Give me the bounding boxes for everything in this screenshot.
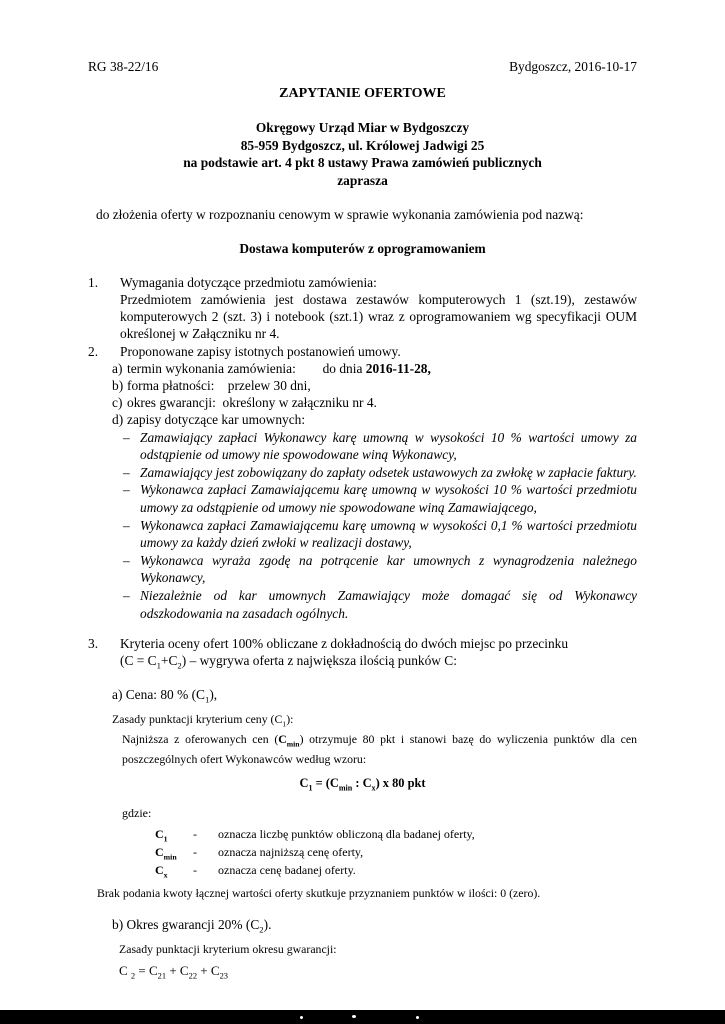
section-2-number: 2.	[88, 343, 99, 359]
issuer-name: Okręgowy Urząd Miar w Bydgoszczy	[255, 120, 470, 136]
list-item-c	[112, 394, 637, 411]
list-item-b	[112, 377, 637, 394]
penalty-clause	[123, 481, 637, 516]
section-2-heading: Proponowane zapisy istotnych postanowień umowy.	[120, 343, 401, 359]
symbol-dash: -	[193, 826, 197, 841]
issuer-address: 85-959 Bydgoszcz, ul. Królowej Jadwigi 25	[240, 137, 485, 153]
issuer-invites: zaprasza	[337, 172, 388, 188]
reference-number: RG 38-22/16	[88, 59, 159, 74]
place-date: Bydgoszcz, 2016-10-17	[509, 59, 637, 74]
dash-marker: –	[123, 482, 130, 498]
penalty-clause-text: Zamawiający jest zobowiązany do zapłaty odsetek ustawowych za zwłokę w zapłacie faktury.	[140, 464, 637, 480]
symbol-term: $C_{min}$	[155, 844, 177, 862]
section-1	[88, 274, 637, 343]
list-item-d-letter: d)	[112, 412, 124, 428]
dash-marker: –	[123, 587, 130, 603]
criterion-a-note: Brak podania kwoty łącznej wartości oferty skutkuje przyznaniem punktów w ilości: 0 (zero).	[97, 886, 541, 901]
list-item-c-letter: c)	[112, 395, 123, 411]
penalty-clause	[123, 429, 637, 464]
price-formula: $C_1 = (C_{min}$ : $C_x$) x 80 pkt	[299, 775, 426, 793]
bottom-bar	[0, 1010, 725, 1024]
criterion-b-rules-title: Zasady punktacji kryterium okresu gwarancji:	[119, 942, 337, 957]
penalty-clause-text: Wykonawca wyraża zgodę na potrącenie kar umownych z wynagrodzenia należnego Wykonawcy,	[140, 552, 637, 586]
section-1-body: Przedmiotem zamówienia jest dostawa zestawów komputerowych 1 (szt.19), zestawów komputerowych 2 (szt. 3) i notebook (szt.1) wraz z oprogramowaniem wg specyfikacji OUM określonej w Załączniku nr 4.	[120, 292, 637, 342]
section-2	[88, 343, 637, 360]
where-label: gdzie:	[122, 805, 152, 820]
section-1-number: 1.	[88, 274, 99, 290]
section-3-heading-line2: $(C = C_1+C_2)$ – wygrywa oferta z największa ilością punków C:	[120, 653, 457, 672]
penalty-clause	[123, 517, 637, 552]
dash-marker: –	[123, 429, 130, 445]
list-item-a-text: termin wykonania zamówienia: do dnia 2016-11-28,	[127, 360, 431, 376]
symbol-definition	[155, 846, 637, 864]
invitation-text: do złożenia oferty w rozpoznaniu cenowym w sprawie wykonania zamówienia pod nazwą:	[96, 207, 584, 223]
scan-artifact	[352, 1015, 356, 1018]
dash-marker: –	[123, 552, 130, 568]
symbol-meaning: oznacza najniższą cenę oferty,	[218, 844, 364, 859]
penalty-clause-text: Niezależnie od kar umownych Zamawiający może domagać się od Wykonawcy odszkodowania na zasadach ogólnych.	[140, 587, 637, 621]
symbol-dash: -	[193, 844, 197, 859]
penalty-clause-text: Zamawiający zapłaci Wykonawcy karę umowną w wysokości 10 % wartości umowy za odstąpienie od umowy nie spowodowane winą Wykonawcy,	[140, 429, 637, 463]
symbol-definition	[155, 828, 637, 846]
criterion-a-rules-title: Zasady punktacji kryterium ceny $(C_1)$:	[112, 712, 294, 729]
scan-artifact	[300, 1016, 303, 1019]
section-2-items	[112, 360, 637, 429]
section-3	[88, 635, 637, 675]
list-item-d	[112, 411, 637, 428]
symbol-definition	[155, 864, 637, 882]
section-1-heading: Wymagania dotyczące przedmiotu zamówienia:	[120, 274, 377, 290]
document-title: ZAPYTANIE OFERTOWE	[279, 86, 446, 102]
dash-marker: –	[123, 517, 130, 533]
criterion-b-label: b) Okres gwarancji 20% $(C_2)$.	[112, 917, 272, 936]
penalty-clause	[123, 587, 637, 622]
document-header	[88, 58, 637, 75]
issuer-legal-basis: na podstawie art. 4 pkt 8 ustawy Prawa zamówień publicznych	[183, 155, 542, 171]
scan-artifact	[416, 1016, 419, 1019]
issuer-block	[88, 119, 637, 189]
penalty-clauses	[123, 429, 637, 623]
penalty-clause	[123, 552, 637, 587]
warranty-formula: C $_2 = C_{21} + C_{22} + C_{23}$	[119, 963, 228, 981]
section-3-heading-line1: Kryteria oceny ofert 100% obliczane z dokładnością do dwóch miejsc po przecinku	[120, 636, 569, 652]
list-item-a	[112, 360, 637, 377]
symbol-term: $C_1$	[155, 826, 168, 844]
symbol-meaning: oznacza cenę badanej oferty.	[218, 863, 356, 878]
list-item-d-text: zapisy dotyczące kar umownych:	[127, 412, 306, 428]
list-item-b-letter: b)	[112, 378, 124, 394]
symbol-term: $C_x$	[155, 863, 168, 880]
subject-title: Dostawa komputerów z oprogramowaniem	[239, 240, 486, 256]
list-item-c-text: okres gwarancji: określony w załączniku nr 4.	[127, 395, 377, 411]
penalty-clause-text: Wykonawca zapłaci Zamawiającemu karę umowną w wysokości 10 % wartości przedmiotu umowy za odstąpienie od umowy nie spowodowane winą Zamawiającego,	[140, 482, 637, 516]
dash-marker: –	[123, 464, 130, 480]
symbol-dash: -	[193, 863, 197, 878]
section-3-number: 3.	[88, 636, 99, 652]
criterion-a-label: a) Cena: 80 % $(C_1)$,	[112, 687, 218, 705]
penalty-clause-text: Wykonawca zapłaci Zamawiającemu karę umowną w wysokości 0,1 % wartości przedmiotu umowy za każdy dzień zwłoki w realizacji dostawy,	[140, 517, 637, 551]
criterion-a-rules-body: Najniższa z oferowanych cen $(C_{min})$ otrzymuje 80 pkt i stanowi bazę do wyliczenia punktów dla cen poszczególnych ofert Wykonawców według wzoru:	[122, 732, 637, 767]
symbol-definitions	[155, 828, 637, 883]
list-item-a-letter: a)	[112, 360, 123, 376]
penalty-clause	[123, 464, 637, 482]
symbol-meaning: oznacza liczbę punktów obliczoną dla badanej oferty,	[218, 826, 475, 841]
list-item-b-text: forma płatności: przelew 30 dni,	[127, 378, 311, 394]
